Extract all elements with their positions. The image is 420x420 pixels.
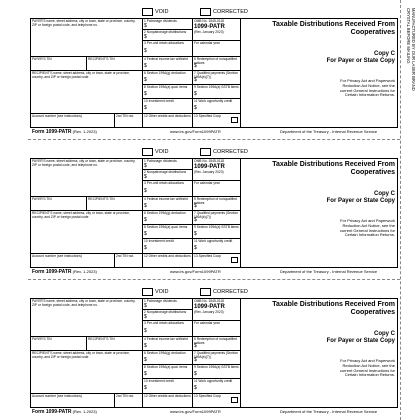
footer-form: Form 1099-PATR	[32, 269, 72, 275]
recipient-tin-label: RECIPIENT'S TIN	[88, 197, 115, 201]
dollar-sign: $	[194, 91, 197, 97]
corrected-label: CORRECTED	[213, 289, 248, 295]
box-6[interactable]	[143, 71, 193, 85]
box-9-label: 9 Section 199A(a) SSTB items	[194, 365, 239, 369]
for-year-label: For calendar year	[194, 181, 220, 185]
recipient-box-label: RECIPIENT'S name, street address, city or town, state or province, country, and ZIP or foreign postal code	[32, 211, 130, 219]
corrected-checkbox-group	[200, 148, 248, 156]
box-8-label: 8 Section 199A(a) qual. items	[144, 85, 188, 89]
perforation-2	[28, 279, 400, 280]
box-9[interactable]	[193, 225, 241, 239]
box-13-checkbox[interactable]	[231, 117, 238, 123]
dollar-sign: $	[194, 231, 197, 237]
corrected-checkbox-group	[200, 288, 248, 296]
payer-box[interactable]	[31, 159, 143, 197]
box-5-label: 5 Redemption of nonqualified notices	[194, 337, 237, 345]
recipient-tin[interactable]	[87, 337, 143, 351]
box-13-label: 13 Specified Coop	[194, 394, 221, 398]
form-footer-left	[32, 269, 97, 275]
omb-block	[193, 19, 241, 41]
copy-for-label: For Payer or State Copy	[326, 338, 395, 344]
recipient-tin-label: RECIPIENT'S TIN	[88, 57, 115, 61]
form-1099-patr	[30, 8, 398, 136]
privacy-notice: For Privacy Act and Paperwork Reduction Act Notice, see the current General Instructions for Certain Information Returns.	[339, 78, 395, 98]
recipient-tin[interactable]	[87, 57, 143, 71]
recipient-box[interactable]	[31, 351, 143, 394]
box-3-label: 3 Per-unit retain allocations	[144, 181, 184, 185]
second-tin[interactable]	[115, 114, 143, 128]
box-13[interactable]	[193, 114, 241, 128]
void-label: VOID	[155, 289, 169, 295]
form-grid	[30, 298, 398, 408]
account-number[interactable]	[31, 394, 115, 408]
form-id: 1099-PATR	[194, 303, 225, 310]
form-rev: (Rev. January 2023)	[194, 29, 224, 34]
form-rev: (Rev. January 2023)	[194, 309, 224, 314]
box-5[interactable]	[193, 337, 241, 351]
dollar-sign: $	[144, 23, 147, 29]
box-2-label: 2 Nonpatronage distributions	[144, 30, 187, 34]
calendar-year[interactable]	[193, 321, 241, 337]
omb-number: OMB No. 1545-0118	[194, 159, 224, 163]
dollar-sign: $	[144, 371, 147, 377]
void-label: VOID	[155, 149, 169, 155]
dollar-sign: $	[194, 203, 197, 209]
void-checkbox[interactable]	[142, 148, 153, 156]
dollar-sign: $	[144, 163, 147, 169]
box-11[interactable]	[193, 99, 241, 114]
recipient-box-label: RECIPIENT'S name, street address, city or town, state or province, country, and ZIP or foreign postal code	[32, 351, 130, 359]
void-label: VOID	[155, 9, 169, 15]
box-11[interactable]	[193, 379, 241, 394]
footer-dept: Department of the Treasury - Internal Revenue Service	[280, 409, 378, 414]
void-checkbox-group	[142, 8, 168, 16]
payer-box-label: PAYER'S name, street address, city or town, state or province, country, ZIP or foreign postal code, and telephone no.	[32, 299, 136, 307]
payer-box[interactable]	[31, 19, 143, 57]
form-grid	[30, 158, 398, 268]
dollar-sign: $	[194, 63, 197, 69]
box-12[interactable]	[143, 394, 193, 408]
footer-rev: (Rev. 1-2023)	[72, 129, 97, 134]
recipient-box[interactable]	[31, 71, 143, 114]
second-tin-label: 2nd TIN not.	[116, 254, 135, 258]
box-8[interactable]	[143, 85, 193, 99]
dollar-sign: $	[194, 77, 197, 83]
box-7-label: 7 Qualified payments (Section 199A(b)(7))	[194, 71, 238, 79]
box-7-label: 7 Qualified payments (Section 199A(b)(7))	[194, 351, 238, 359]
box-9[interactable]	[193, 365, 241, 379]
copy-for-label: For Payer or State Copy	[326, 198, 395, 204]
box-7[interactable]	[193, 211, 241, 225]
dollar-sign: $	[194, 105, 197, 111]
second-tin[interactable]	[115, 394, 143, 408]
corrected-label: CORRECTED	[213, 149, 248, 155]
omb-block	[193, 159, 241, 181]
box-3[interactable]	[143, 41, 193, 57]
account-number[interactable]	[31, 114, 115, 128]
corrected-checkbox-group	[200, 8, 248, 16]
box-12[interactable]	[143, 254, 193, 268]
dollar-sign: $	[144, 63, 147, 69]
box-4-label: 4 Federal income tax withheld	[144, 57, 188, 61]
perforation-vertical	[400, 0, 401, 420]
dollar-sign: $	[144, 203, 147, 209]
box-1-label: 1 Patronage dividends	[144, 159, 177, 163]
box-13[interactable]	[193, 254, 241, 268]
copy-c-label: Copy C	[374, 51, 395, 57]
payer-tin[interactable]	[31, 197, 87, 211]
account-number[interactable]	[31, 254, 115, 268]
box-3[interactable]	[143, 321, 193, 337]
footer-form: Form 1099-PATR	[32, 409, 72, 415]
payer-box[interactable]	[31, 299, 143, 337]
form-footer-left	[32, 409, 97, 415]
void-checkbox-group	[142, 288, 168, 296]
form-1099-patr	[30, 288, 398, 416]
dollar-sign: $	[194, 357, 197, 363]
box-11-label: 11 Work opportunity credit	[194, 379, 233, 383]
box-4-label: 4 Federal income tax withheld	[144, 197, 188, 201]
form-1099-patr	[30, 148, 398, 276]
box-1-label: 1 Patronage dividends	[144, 19, 177, 23]
for-year-label: For calendar year	[194, 321, 220, 325]
box-7[interactable]	[193, 71, 241, 85]
box-12-label: 12 Other credits and deductions	[144, 394, 191, 398]
box-6-label: 6 Section 199A(g) deduction	[144, 211, 186, 215]
payer-box-label: PAYER'S name, street address, city or town, state or province, country, ZIP or foreign postal code, and telephone no.	[32, 159, 136, 167]
box-1[interactable]	[143, 299, 193, 310]
recipient-box[interactable]	[31, 211, 143, 254]
box-5-label: 5 Redemption of nonqualified notices	[194, 197, 237, 205]
calendar-year[interactable]	[193, 181, 241, 197]
box-8-label: 8 Section 199A(a) qual. items	[144, 365, 188, 369]
box-4-label: 4 Federal income tax withheld	[144, 337, 188, 341]
privacy-notice: For Privacy Act and Paperwork Reduction Act Notice, see the current General Instructions for Certain Information Returns.	[339, 358, 395, 378]
dollar-sign: $	[144, 385, 147, 391]
dollar-sign: $	[144, 217, 147, 223]
form-id: 1099-PATR	[194, 163, 225, 170]
box-5[interactable]	[193, 197, 241, 211]
box-4[interactable]	[143, 57, 193, 71]
box-1[interactable]	[143, 159, 193, 170]
form-grid	[30, 18, 398, 128]
dollar-sign: $	[144, 343, 147, 349]
box-8[interactable]	[143, 225, 193, 239]
omb-block	[193, 299, 241, 321]
side-note	[406, 8, 416, 208]
payer-tin[interactable]	[31, 57, 87, 71]
dollar-sign: $	[144, 91, 147, 97]
payer-tin-label: PAYER'S TIN	[32, 57, 52, 61]
omb-number: OMB No. 1545-0118	[194, 299, 224, 303]
form-rev: (Rev. January 2023)	[194, 169, 224, 174]
dollar-sign: $	[144, 303, 147, 309]
box-10-label: 10 Investment credit	[144, 379, 174, 383]
box-6-label: 6 Section 199A(g) deduction	[144, 71, 186, 75]
box-3-label: 3 Per-unit retain allocations	[144, 41, 184, 45]
omb-number: OMB No. 1545-0118	[194, 19, 224, 23]
footer-dept: Department of the Treasury - Internal Revenue Service	[280, 129, 378, 134]
box-1-label: 1 Patronage dividends	[144, 299, 177, 303]
footer-url: www.irs.gov/Form1099PATR	[170, 129, 221, 134]
side-note-line-1: MANUFACTURED BY OUR LASER BRAND	[411, 8, 416, 91]
box-7[interactable]	[193, 351, 241, 365]
dollar-sign: $	[144, 314, 147, 320]
second-tin-label: 2nd TIN not.	[116, 114, 135, 118]
footer-rev: (Rev. 1-2023)	[72, 269, 97, 274]
dollar-sign: $	[194, 217, 197, 223]
payer-tin-label: PAYER'S TIN	[32, 337, 52, 341]
dollar-sign: $	[194, 385, 197, 391]
corrected-checkbox[interactable]	[200, 288, 211, 296]
box-2-label: 2 Nonpatronage distributions	[144, 170, 187, 174]
box-3[interactable]	[143, 181, 193, 197]
dollar-sign: $	[144, 105, 147, 111]
copy-c-label: Copy C	[374, 191, 395, 197]
box-4[interactable]	[143, 337, 193, 351]
box-12-label: 12 Other credits and deductions	[144, 114, 191, 118]
dollar-sign: $	[144, 174, 147, 180]
box-13-label: 13 Specified Coop	[194, 114, 221, 118]
box-9-label: 9 Section 199A(a) SSTB items	[194, 85, 239, 89]
box-9-label: 9 Section 199A(a) SSTB items	[194, 225, 239, 229]
recipient-tin[interactable]	[87, 197, 143, 211]
copy-c-label: Copy C	[374, 331, 395, 337]
void-checkbox[interactable]	[142, 288, 153, 296]
copy-for-label: For Payer or State Copy	[326, 58, 395, 64]
box-13[interactable]	[193, 394, 241, 408]
dollar-sign: $	[144, 48, 147, 54]
form-title: Taxable Distributions Received From Cooperatives	[272, 301, 395, 316]
footer-rev: (Rev. 1-2023)	[72, 409, 97, 414]
box-13-checkbox[interactable]	[231, 397, 238, 403]
box-10[interactable]	[143, 239, 193, 254]
box-6[interactable]	[143, 211, 193, 225]
box-3-label: 3 Per-unit retain allocations	[144, 321, 184, 325]
box-13-checkbox[interactable]	[231, 257, 238, 263]
void-checkbox-group	[142, 148, 168, 156]
side-note-line-2: CRYSTAL BEFORE MAILING	[406, 8, 411, 64]
box-13-label: 13 Specified Coop	[194, 254, 221, 258]
dollar-sign: $	[144, 357, 147, 363]
account-label: Account number (see instructions)	[32, 254, 83, 258]
second-tin-label: 2nd TIN not.	[116, 394, 135, 398]
box-2[interactable]	[143, 30, 193, 41]
payer-tin[interactable]	[31, 337, 87, 351]
account-label: Account number (see instructions)	[32, 394, 83, 398]
box-5-label: 5 Redemption of nonqualified notices	[194, 57, 237, 65]
box-4[interactable]	[143, 197, 193, 211]
box-11-label: 11 Work opportunity credit	[194, 99, 233, 103]
dollar-sign: $	[144, 328, 147, 334]
dollar-sign: $	[144, 231, 147, 237]
box-7-label: 7 Qualified payments (Section 199A(b)(7))	[194, 211, 238, 219]
recipient-tin-label: RECIPIENT'S TIN	[88, 337, 115, 341]
privacy-notice: For Privacy Act and Paperwork Reduction Act Notice, see the current General Instructions for Certain Information Returns.	[339, 218, 395, 238]
box-2-label: 2 Nonpatronage distributions	[144, 310, 187, 314]
corrected-label: CORRECTED	[213, 9, 248, 15]
payer-box-label: PAYER'S name, street address, city or town, state or province, country, ZIP or foreign postal code, and telephone no.	[32, 19, 136, 27]
box-9[interactable]	[193, 85, 241, 99]
box-12-label: 12 Other credits and deductions	[144, 254, 191, 258]
calendar-year[interactable]	[193, 41, 241, 57]
dollar-sign: $	[144, 77, 147, 83]
dollar-sign: $	[144, 34, 147, 40]
dollar-sign: $	[144, 245, 147, 251]
box-8[interactable]	[143, 365, 193, 379]
dollar-sign: $	[194, 343, 197, 349]
box-6-label: 6 Section 199A(g) deduction	[144, 351, 186, 355]
dollar-sign: $	[194, 245, 197, 251]
second-tin[interactable]	[115, 254, 143, 268]
corrected-checkbox[interactable]	[200, 8, 211, 16]
box-10-label: 10 Investment credit	[144, 239, 174, 243]
box-8-label: 8 Section 199A(a) qual. items	[144, 225, 188, 229]
form-id: 1099-PATR	[194, 23, 225, 30]
box-12[interactable]	[143, 114, 193, 128]
box-6[interactable]	[143, 351, 193, 365]
box-10[interactable]	[143, 379, 193, 394]
for-year-label: For calendar year	[194, 41, 220, 45]
perforation-1	[28, 139, 400, 140]
footer-url: www.irs.gov/Form1099PATR	[170, 269, 221, 274]
box-11-label: 11 Work opportunity credit	[194, 239, 233, 243]
footer-dept: Department of the Treasury - Internal Revenue Service	[280, 269, 378, 274]
recipient-box-label: RECIPIENT'S name, street address, city or town, state or province, country, and ZIP or foreign postal code	[32, 71, 130, 79]
footer-url: www.irs.gov/Form1099PATR	[170, 409, 221, 414]
box-11[interactable]	[193, 239, 241, 254]
dollar-sign: $	[144, 188, 147, 194]
corrected-checkbox[interactable]	[200, 148, 211, 156]
form-title: Taxable Distributions Received From Cooperatives	[272, 161, 395, 176]
void-checkbox[interactable]	[142, 8, 153, 16]
dollar-sign: $	[194, 371, 197, 377]
box-10[interactable]	[143, 99, 193, 114]
box-5[interactable]	[193, 57, 241, 71]
box-10-label: 10 Investment credit	[144, 99, 174, 103]
form-footer-left	[32, 129, 97, 135]
payer-tin-label: PAYER'S TIN	[32, 197, 52, 201]
account-label: Account number (see instructions)	[32, 114, 83, 118]
footer-form: Form 1099-PATR	[32, 129, 72, 135]
box-2[interactable]	[143, 310, 193, 321]
box-2[interactable]	[143, 170, 193, 181]
box-1[interactable]	[143, 19, 193, 30]
form-title: Taxable Distributions Received From Cooperatives	[272, 21, 395, 36]
